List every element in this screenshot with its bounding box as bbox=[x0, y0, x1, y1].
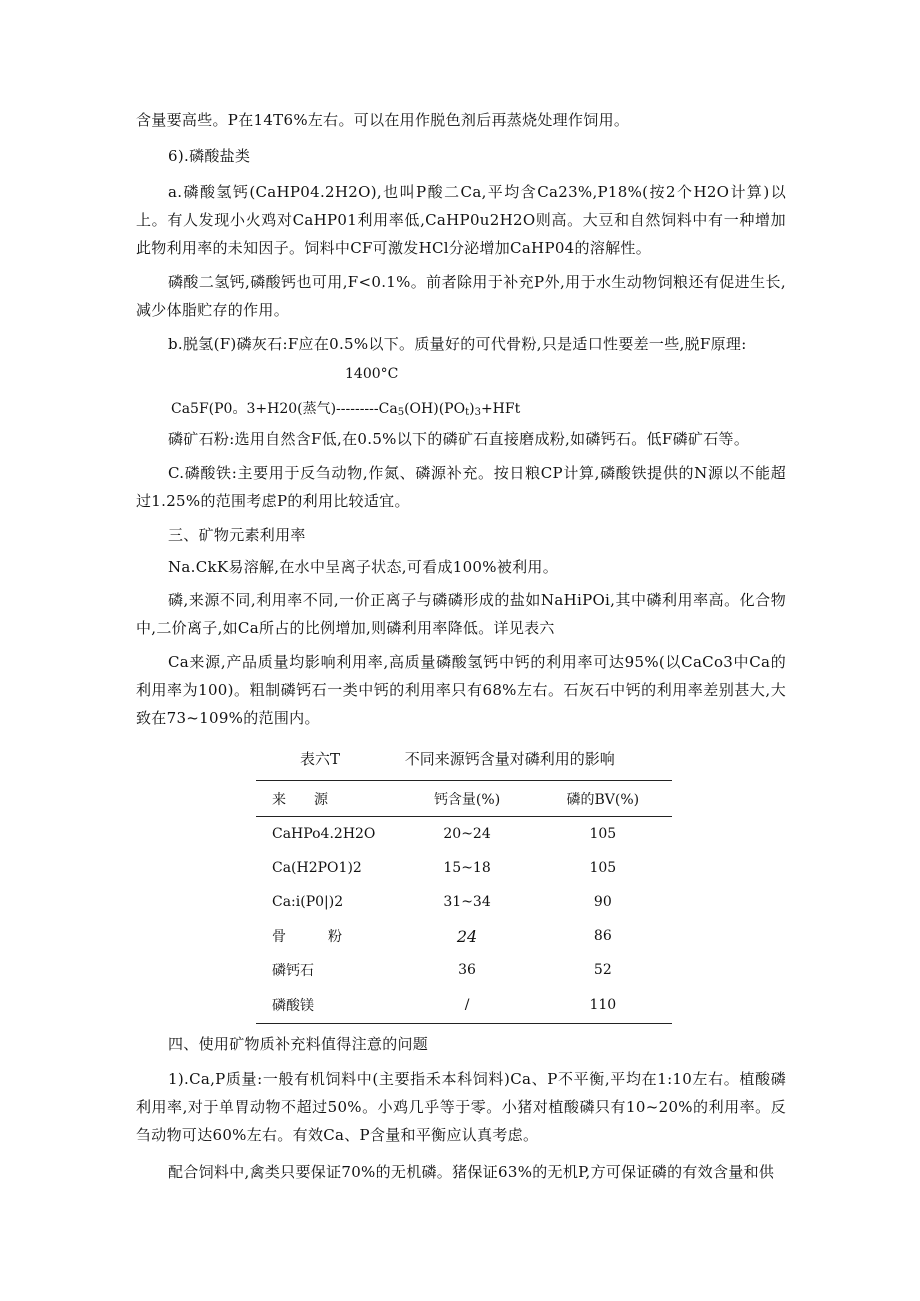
equation-right: (OH)(PO bbox=[404, 401, 466, 417]
heading-mineral-supplements: 四、使用矿物质补充料值得注意的问题 bbox=[168, 1035, 429, 1053]
cell-bv: 105 bbox=[589, 826, 617, 842]
equation-right: +HFt bbox=[480, 401, 521, 417]
table-row bbox=[256, 953, 672, 987]
table-row bbox=[256, 919, 672, 953]
paragraph-calcium: Ca来源,产品质量均影响利用率,高质量磷酸氢钙中钙的利用率可达95%(以CaCo3中Ca的利用率为100)。粗制磷钙石一类中钙的利用率只有68%左右。石灰石中钙的利用率差别甚大,大致在73~109%的范围内。 bbox=[136, 653, 786, 727]
cell-calcium: 15~18 bbox=[443, 860, 491, 876]
equation-left: Ca5F(P0。3+H20(蒸气)--------- bbox=[171, 401, 379, 417]
cell-source: 磷酸镁 bbox=[256, 987, 400, 1024]
equation-subscript: t bbox=[465, 407, 470, 418]
cell-calcium: 31~34 bbox=[443, 894, 491, 910]
paragraph-sodium-potassium: Na.CkK易溶解,在水中呈离子状态,可看成100%被利用。 bbox=[168, 558, 559, 576]
cell-calcium: 24 bbox=[456, 926, 478, 946]
paragraph-phosphorus: 磷,来源不同,利用率不同,一价正离子与磷磷形成的盐如NaHiPOi,其中磷利用率高。化合物中,二价离子,如Ca所占的比例增加,则磷利用率降低。详见表六 bbox=[136, 591, 786, 637]
cell-calcium: 20~24 bbox=[443, 826, 491, 842]
table-number: 表六T bbox=[300, 750, 341, 768]
paragraph-iron-phosphate: C.磷酸铁:主要用于反刍动物,作氮、磷源补充。按日粮CP计算,磷酸铁提供的N源以不能超过1.25%的范围考虑P的利用比较适宜。 bbox=[136, 464, 786, 510]
table-header-row bbox=[256, 781, 672, 817]
table-row bbox=[256, 851, 672, 885]
table-row bbox=[256, 987, 672, 1024]
paragraph-defluorinated-rock: b.脱氢(F)磷灰石:F应在0.5%以下。质量好的可代骨粉,只是适口性要差一些,脱F原理: bbox=[168, 335, 747, 353]
cell-bv: 110 bbox=[534, 987, 672, 1024]
equation-subscript: 5 bbox=[397, 407, 405, 418]
cell-source: 骨 粉 bbox=[272, 929, 342, 945]
paragraph-rock-phosphate: 磷矿石粉:选用自然含F低,在0.5%以下的磷矿石直接磨成粉,如磷钙石。低F磷矿石等。 bbox=[168, 430, 750, 448]
equation-subscript: 3 bbox=[474, 407, 481, 418]
cell-source: Ca:i(P0|)2 bbox=[272, 894, 344, 910]
cell-source: 磷钙石 bbox=[272, 963, 314, 979]
equation-line bbox=[171, 398, 520, 418]
cell-bv: 86 bbox=[593, 928, 612, 944]
equation-right: Ca bbox=[378, 401, 398, 417]
header-phosphorus-bv: 磷的BV(%) bbox=[534, 781, 672, 817]
heading-phosphates: 6).磷酸盐类 bbox=[168, 147, 251, 165]
cell-bv: 52 bbox=[593, 962, 612, 978]
cell-calcium: / bbox=[400, 987, 533, 1024]
cell-bv: 105 bbox=[589, 860, 617, 876]
paragraph-intro: 含量要高些。P在14T6%左右。可以在用作脱色剂后再蒸烧处理作饲用。 bbox=[136, 111, 630, 129]
header-source: 来 源 bbox=[256, 781, 400, 817]
equation-temperature: 1400°C bbox=[345, 366, 399, 382]
paragraph-dihydrogen-phosphate: 磷酸二氢钙,磷酸钙也可用,F<0.1%。前者除用于补充P外,用于水生动物饲粮还有促进生长,减少体脂贮存的作用。 bbox=[136, 273, 786, 319]
header-calcium-content: 钙含量(%) bbox=[400, 781, 533, 817]
paragraph-ca-p-quality: 1).Ca,P质量:一般有机饲料中(主要指禾本科饲料)Ca、P不平衡,平均在1:10左右。植酸磷利用率,对于单胃动物不超过50%。小鸡几乎等于零。小猪对植酸磷只有10~20%的利用率。反刍动物可达60%左右。有效Ca、P含量和平衡应认真考虑。 bbox=[136, 1070, 786, 1144]
table-caption bbox=[300, 748, 675, 769]
cell-source: CaHPo4.2H2O bbox=[272, 826, 376, 842]
paragraph-calcium-hydrogen-phosphate: a.磷酸氢钙(CaHP04.2H2O),也叫P酸二Ca,平均含Ca23%,P18%(按2个H2O计算)以上。有人发现小火鸡对CaHP01利用率低,CaHP0u2H2O则高。大豆和自然饲料中有一种增加此物利用率的未知因子。饲料中CF可激发HCl分泌增加CaHP04的溶解性。 bbox=[136, 183, 786, 257]
cell-bv: 90 bbox=[593, 894, 612, 910]
table-row bbox=[256, 885, 672, 919]
table-row bbox=[256, 817, 672, 852]
heading-mineral-utilization: 三、矿物元素利用率 bbox=[168, 526, 306, 544]
cell-source: Ca(H2PO1)2 bbox=[272, 860, 362, 876]
paragraph-compound-feed: 配合饲料中,禽类只要保证70%的无机磷。猪保证63%的无机P,方可保证磷的有效含量和供 bbox=[168, 1163, 775, 1181]
cell-calcium: 36 bbox=[458, 962, 476, 978]
table-title: 不同来源钙含量对磷利用的影响 bbox=[404, 750, 615, 768]
equation-right: ) bbox=[469, 401, 475, 417]
source-table bbox=[256, 780, 672, 1024]
